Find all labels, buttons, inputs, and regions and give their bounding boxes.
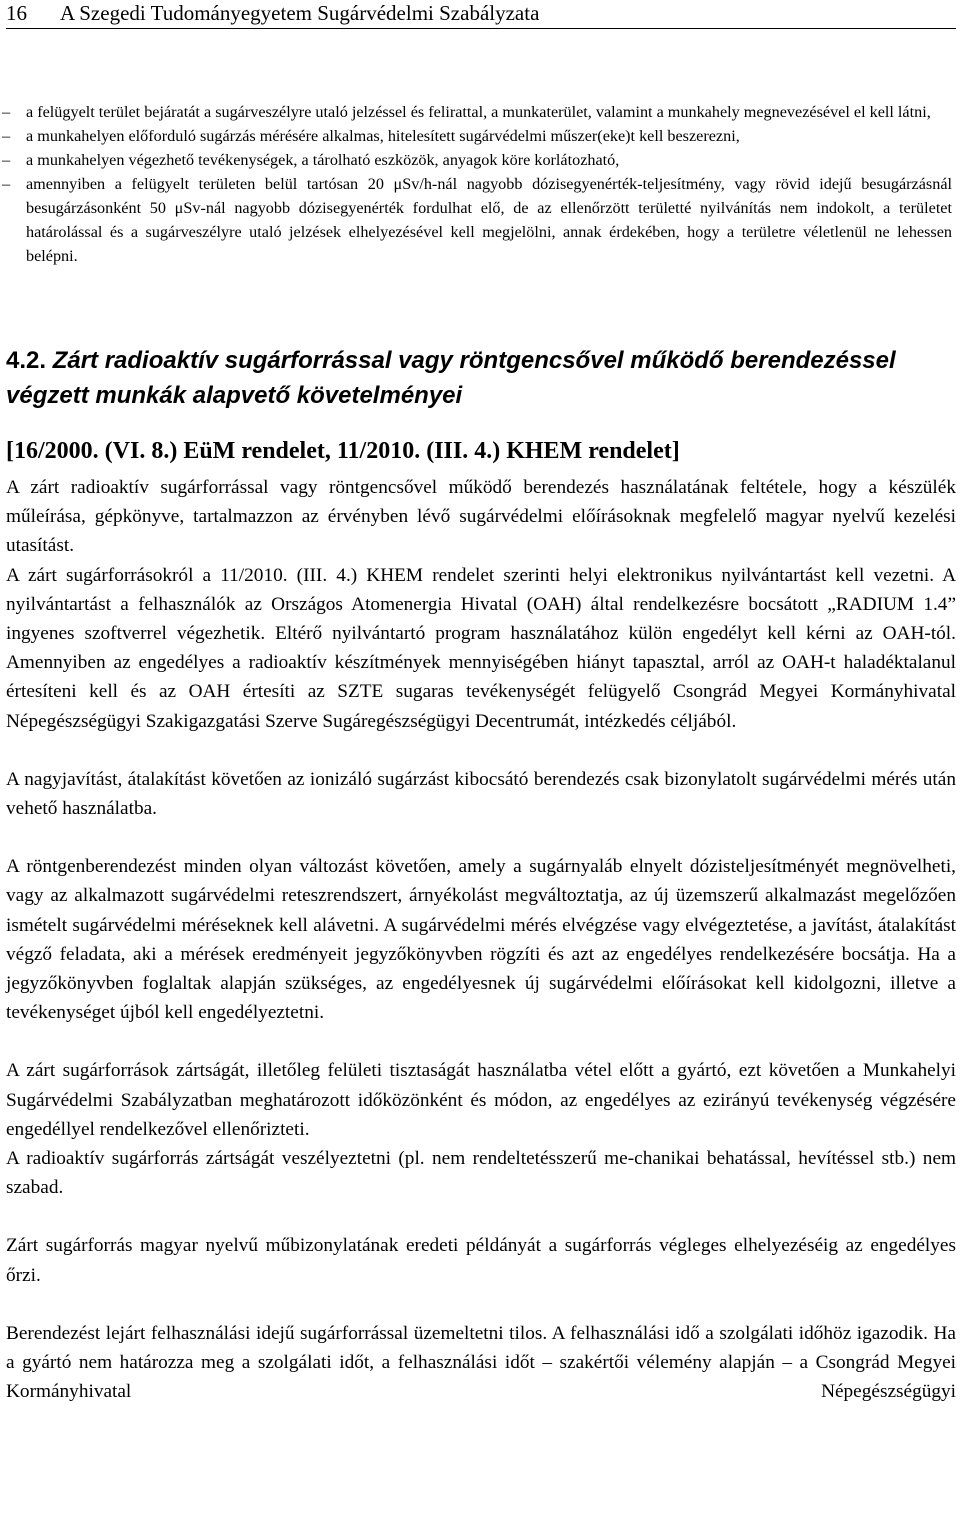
body-text <box>6 473 956 1406</box>
list-item-text: a munkahelyen végezhető tevékenységek, a tárolható eszközök, anyagok köre korlátozható, <box>26 151 620 169</box>
dash-bullet-icon: – <box>2 175 11 193</box>
dash-bullet-icon: – <box>2 103 11 121</box>
paragraph: Zárt sugárforrás magyar nyelvű műbizonylatának eredeti példányát a sugárforrás végleges elhelyezéséig az engedélyes őrzi. <box>6 1235 956 1286</box>
dash-bullet-icon: – <box>2 127 11 145</box>
paragraph: A zárt sugárforrásokról a 11/2010. (III. 4.) KHEM rendelet szerinti helyi elektronikus nyilvántartást kell vezetni. A nyilvántartást a felhasználók az Országos Atomenergia Hivatal (OAH) által rendelkezésre bocsátott „RADIUM 1.4” ingyenes szoftverrel végezhetik. Eltérő nyilvántartó program használatához külön engedélyt kell kérni az OAH-tól. Amennyiben az engedélyes a radioaktív készítmények mennyiségében hiányt tapasztal, arról az OAH-t haladéktalanul értesíteni kell és az OAH értesíti az SZTE sugaras tevékenységét felügyelő Csongrád Megyei Kormányhivatal Népegészségügyi Szakigazgatási Szerve Sugáregészségügyi Decentrumát, intézkedés céljából. <box>6 564 956 732</box>
list-item-text: amennyiben a felügyelt területen belül tartósan 20 μSv/h-nál nagyobb dózisegyenérték-teljesítmény, vagy rövid idejű besugárzásnál besugárzásonként 50 μSv-nál nagyobb dózisegyenérték fordulhat elő, de az ellenőrzött területté nyilvánítás nem indokolt, a területet határolással és a sugárveszélyre utaló jelzések elhelyezésével kell megjelölni, annak érdekében, hogy a területre véletlenül ne lehessen belépni. <box>26 175 952 265</box>
list-item <box>0 124 952 148</box>
page-number: 16 <box>6 1 27 25</box>
paragraph: A zárt sugárforrások zártságát, illetőleg felületi tisztaságát használatba vétel előtt a gyártó, ezt követően a Munkahelyi Sugárvédelmi Szabályzatban meghatározott időközönként és módon, az engedélyes az ezirányú tevékenység végzésére engedéllyel rendelkezővel ellenőrizteti. <box>6 1060 956 1140</box>
bullet-list <box>0 100 960 268</box>
list-item <box>0 100 952 124</box>
list-item <box>0 172 952 268</box>
paragraph: A radioaktív sugárforrás zártságát veszélyeztetni (pl. nem rendeltetésszerű me-chanikai behatással, hevítéssel stb.) nem szabad. <box>6 1148 956 1199</box>
paragraph: Berendezést lejárt felhasználási idejű sugárforrással üzemeltetni tilos. A felhasználási idő a szolgálati időhöz igazodik. Ha a gyártó nem határozza meg a szolgálati időt, a felhasználási időt – szakértői vélemény alapján – a Csongrád Megyei Kormányhivatal Népegészségügyi <box>6 1322 956 1403</box>
legal-reference: [16/2000. (VI. 8.) EüM rendelet, 11/2010. (III. 4.) KHEM rendelet] <box>6 438 680 464</box>
section-number: 4.2. <box>6 347 47 374</box>
dash-bullet-icon: – <box>2 151 11 169</box>
paragraph: A nagyjavítást, átalakítást követően az ionizáló sugárzást kibocsátó berendezés csak bizonylatolt sugárvédelmi mérés után vehető használatba. <box>6 768 956 820</box>
section-title: Zárt radioaktív sugárforrással vagy röntgencsővel működő berendezéssel végzett munkák alapvető követelményei <box>6 347 896 409</box>
page-header <box>6 0 956 29</box>
list-item-text: a felügyelt terület bejáratát a sugárveszélyre utaló jelzéssel és felirattal, a munkaterület, valamint a munkahely megnevezésével el kell látni, <box>26 103 931 121</box>
running-title: A Szegedi Tudományegyetem Sugárvédelmi Szabályzata <box>60 1 540 25</box>
list-item <box>0 148 952 172</box>
section-heading <box>6 343 956 413</box>
paragraph: A röntgenberendezést minden olyan változást követően, amely a sugárnyaláb elnyelt dózisteljesítményét megnövelheti, vagy az alkalmazott sugárvédelmi reteszrendszert, árnyékolást megváltoztatja, az új üzemszerű alkalmazást megelőzően ismételt sugárvédelmi méréseknek kell alávetni. A sugárvédelmi mérés elvégzése vagy elvégeztetése, a javítást, átalakítást végző feladata, aki a mérések eredményeit jegyzőkönyvben rögzíti és azt az engedélyes rendelkezésére bocsátja. Ha a jegyzőkönyvben foglaltak alapján szükséges, az engedélyesnek új sugárvédelmi előírásokat kell kidolgozni, illetve a tevékenységet újból kell engedélyeztetni. <box>6 856 956 1024</box>
list-item-text: a munkahelyen előforduló sugárzás mérésére alkalmas, hitelesített sugárvédelmi műszer(eke)t kell beszerezni, <box>26 127 740 145</box>
paragraph: A zárt radioaktív sugárforrással vagy röntgencsővel működő berendezés használatának feltétele, hogy a készülék műleírása, gépkönyve, tartalmazzon az érvényben lévő sugárvédelmi előírásoknak megfelelő magyar nyelvű kezelési utasítást. <box>6 477 956 557</box>
